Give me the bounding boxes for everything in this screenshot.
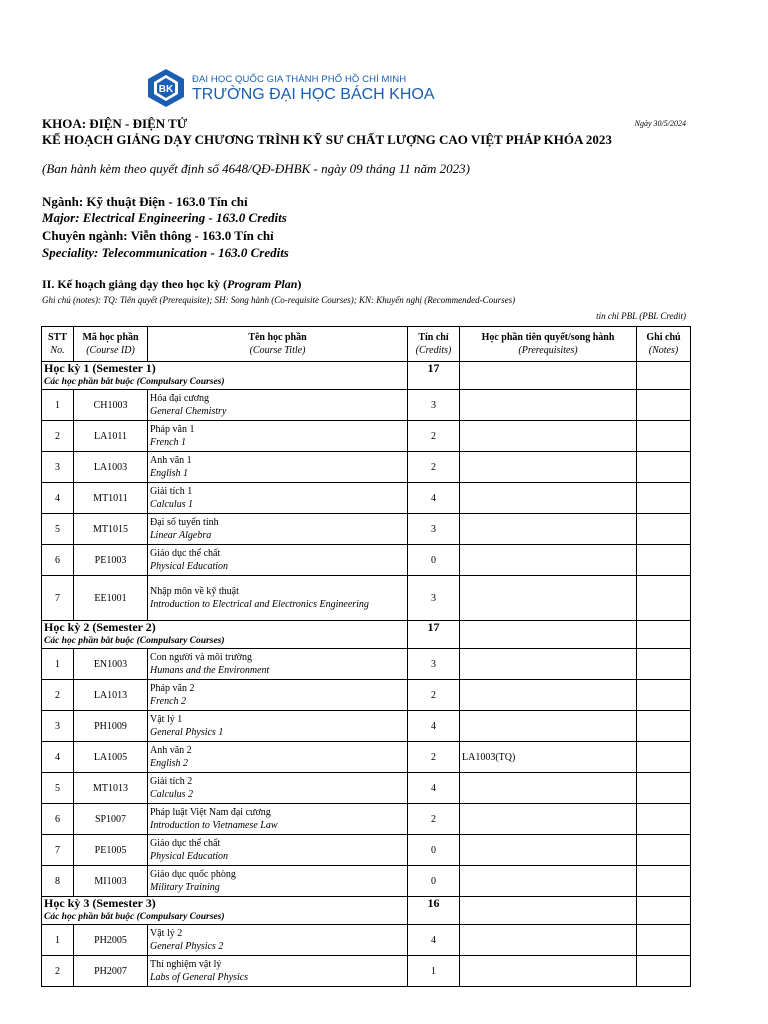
course-code: LA1005 — [74, 742, 148, 773]
course-credits: 3 — [408, 649, 460, 680]
header-credits: Tín chỉ (Credits) — [408, 327, 460, 362]
course-prerequisites: LA1003(TQ) — [460, 742, 637, 773]
course-notes — [637, 711, 691, 742]
document-date: Ngày 30/5/2024 — [634, 119, 686, 128]
course-credits: 2 — [408, 680, 460, 711]
course-title-en: Physical Education — [150, 561, 229, 572]
course-notes — [637, 804, 691, 835]
course-title — [148, 545, 408, 576]
course-title-en: Introduction to Vietnamese Law — [150, 820, 278, 831]
pbl-note: tín chỉ PBL (PBL Credit) — [596, 311, 686, 321]
course-credits: 4 — [408, 711, 460, 742]
course-prerequisites — [460, 576, 637, 621]
course-code: LA1013 — [74, 680, 148, 711]
course-notes — [637, 956, 691, 987]
header-course-id: Mã học phần (Course ID) — [74, 327, 148, 362]
course-number: 2 — [42, 956, 74, 987]
table-header-row — [42, 327, 691, 362]
course-title — [148, 649, 408, 680]
table-row — [42, 742, 691, 773]
course-credits: 2 — [408, 742, 460, 773]
course-credits: 2 — [408, 804, 460, 835]
table-row — [42, 483, 691, 514]
course-notes — [637, 742, 691, 773]
course-title-en: Calculus 1 — [150, 499, 194, 510]
semester-row — [42, 621, 691, 636]
course-title-vi: Pháp văn 2 — [150, 683, 195, 694]
course-prerequisites — [460, 835, 637, 866]
course-number: 4 — [42, 483, 74, 514]
course-prerequisites — [460, 545, 637, 576]
course-code: EE1001 — [74, 576, 148, 621]
semester-label: Học kỳ 1 (Semester 1) — [42, 362, 408, 377]
course-credits: 0 — [408, 835, 460, 866]
course-title-vi: Giáo dục quốc phòng — [150, 869, 236, 880]
course-notes — [637, 514, 691, 545]
course-code: LA1003 — [74, 452, 148, 483]
semester-label: Học kỳ 3 (Semester 3) — [42, 897, 408, 912]
course-title — [148, 514, 408, 545]
course-notes — [637, 452, 691, 483]
course-credits: 3 — [408, 576, 460, 621]
course-title-en: Labs of General Physics — [150, 972, 249, 983]
table-row — [42, 514, 691, 545]
course-code: EN1003 — [74, 649, 148, 680]
course-title-en: Military Training — [150, 882, 220, 893]
header-stt: STT No. — [42, 327, 74, 362]
category-label: Các học phần bắt buộc (Compulsary Courses) — [42, 911, 408, 925]
header-prerequisites: Học phần tiên quyết/song hành (Prerequisites) — [460, 327, 637, 362]
course-title-en: French 2 — [150, 696, 187, 707]
course-title-en: General Physics 2 — [150, 941, 224, 952]
course-code: MT1015 — [74, 514, 148, 545]
table-row — [42, 545, 691, 576]
course-code: PH2005 — [74, 925, 148, 956]
program-plan-table — [41, 326, 691, 987]
course-title — [148, 742, 408, 773]
course-number: 2 — [42, 421, 74, 452]
semester-prereq-cell — [460, 897, 637, 925]
course-title-vi: Anh văn 1 — [150, 455, 192, 466]
header-notes: Ghi chú (Notes) — [637, 327, 691, 362]
course-code: MT1013 — [74, 773, 148, 804]
course-notes — [637, 680, 691, 711]
course-title — [148, 483, 408, 514]
course-number: 6 — [42, 545, 74, 576]
course-prerequisites — [460, 804, 637, 835]
course-credits: 0 — [408, 866, 460, 897]
semester-credits: 16 — [408, 897, 460, 925]
table-row — [42, 835, 691, 866]
course-prerequisites — [460, 925, 637, 956]
course-title-en: Physical Education — [150, 851, 229, 862]
logo-badge-text: BK — [158, 84, 174, 95]
major-vi: Ngành: Kỹ thuật Điện - 163.0 Tín chỉ — [42, 194, 248, 209]
course-prerequisites — [460, 649, 637, 680]
course-title-en: Introduction to Electrical and Electronics Engineering — [150, 599, 369, 610]
semester-notes-cell — [637, 897, 691, 925]
course-credits: 4 — [408, 773, 460, 804]
course-title-vi: Con người và môi trường — [150, 652, 252, 663]
course-title-en: French 1 — [150, 437, 187, 448]
table-row — [42, 711, 691, 742]
course-number: 5 — [42, 773, 74, 804]
course-prerequisites — [460, 421, 637, 452]
course-title-en: English 1 — [150, 468, 189, 479]
speciality-vi: Chuyên ngành: Viễn thông - 163.0 Tín chỉ — [42, 228, 274, 243]
course-number: 8 — [42, 866, 74, 897]
course-title-vi: Giáo dục thể chất — [150, 838, 221, 849]
table-row — [42, 773, 691, 804]
course-number: 3 — [42, 452, 74, 483]
course-number: 1 — [42, 925, 74, 956]
table-row — [42, 866, 691, 897]
course-notes — [637, 390, 691, 421]
course-title-vi: Pháp luật Việt Nam đại cương — [150, 807, 271, 818]
course-code: PH1009 — [74, 711, 148, 742]
semester-prereq-cell — [460, 621, 637, 649]
course-credits: 4 — [408, 925, 460, 956]
course-prerequisites — [460, 956, 637, 987]
major-en: Major: Electrical Engineering - 163.0 Credits — [42, 210, 287, 225]
course-notes — [637, 545, 691, 576]
course-code: LA1011 — [74, 421, 148, 452]
course-title — [148, 773, 408, 804]
course-title-en: Humans and the Environment — [150, 665, 270, 676]
course-credits: 1 — [408, 956, 460, 987]
semester-row — [42, 897, 691, 912]
course-title — [148, 390, 408, 421]
course-number: 6 — [42, 804, 74, 835]
course-code: CH1003 — [74, 390, 148, 421]
course-title — [148, 866, 408, 897]
course-notes — [637, 866, 691, 897]
semester-label: Học kỳ 2 (Semester 2) — [42, 621, 408, 636]
table-row — [42, 421, 691, 452]
course-credits: 2 — [408, 452, 460, 483]
semester-credits: 17 — [408, 621, 460, 649]
bk-logo-icon — [146, 68, 186, 108]
course-title — [148, 925, 408, 956]
course-title-vi: Vật lý 2 — [150, 928, 183, 939]
course-title — [148, 680, 408, 711]
university-line: ĐẠI HỌC QUỐC GIA THÀNH PHỐ HỒ CHÍ MINH — [192, 74, 407, 85]
course-prerequisites — [460, 680, 637, 711]
course-title-vi: Giáo dục thể chất — [150, 548, 221, 559]
course-prerequisites — [460, 452, 637, 483]
course-notes — [637, 649, 691, 680]
school-name: TRƯỜNG ĐẠI HỌC BÁCH KHOA — [192, 86, 435, 103]
category-label: Các học phần bắt buộc (Compulsary Courses) — [42, 635, 408, 649]
course-credits: 0 — [408, 545, 460, 576]
course-number: 3 — [42, 711, 74, 742]
course-prerequisites — [460, 483, 637, 514]
course-title-vi: Đại số tuyến tính — [150, 517, 219, 528]
course-title-vi: Giải tích 1 — [150, 486, 193, 497]
course-number: 2 — [42, 680, 74, 711]
category-label: Các học phần bắt buộc (Compulsary Courses) — [42, 376, 408, 390]
table-row — [42, 576, 691, 621]
semester-notes-cell — [637, 362, 691, 390]
course-title-en: General Physics 1 — [150, 727, 224, 738]
course-prerequisites — [460, 514, 637, 545]
course-title-vi: Thí nghiệm vật lý — [150, 959, 222, 970]
course-credits: 4 — [408, 483, 460, 514]
course-credits: 3 — [408, 514, 460, 545]
course-title — [148, 421, 408, 452]
course-number: 7 — [42, 576, 74, 621]
course-prerequisites — [460, 711, 637, 742]
semester-credits: 17 — [408, 362, 460, 390]
abbreviation-notes: Ghi chú (notes): TQ: Tiên quyết (Prerequisite); SH: Song hành (Co-requisite Courses); KN: Khuyến nghị (Recommended-Courses) — [42, 295, 516, 305]
course-title-vi: Vật lý 1 — [150, 714, 183, 725]
course-title-en: English 2 — [150, 758, 189, 769]
semester-prereq-cell — [460, 362, 637, 390]
course-title-en: Calculus 2 — [150, 789, 194, 800]
course-title-vi: Nhập môn về kỹ thuật — [150, 586, 239, 597]
semester-notes-cell — [637, 621, 691, 649]
table-row — [42, 680, 691, 711]
table-row — [42, 649, 691, 680]
course-notes — [637, 835, 691, 866]
course-credits: 3 — [408, 390, 460, 421]
course-notes — [637, 576, 691, 621]
course-notes — [637, 483, 691, 514]
course-title-en: Linear Algebra — [150, 530, 212, 541]
semester-row — [42, 362, 691, 377]
course-code: MI1003 — [74, 866, 148, 897]
course-title-vi: Pháp văn 1 — [150, 424, 195, 435]
course-title — [148, 804, 408, 835]
course-title — [148, 835, 408, 866]
course-title — [148, 956, 408, 987]
section-title: II. Kế hoạch giảng dạy theo học kỳ (Program Plan) — [42, 277, 302, 291]
course-notes — [637, 925, 691, 956]
course-code: SP1007 — [74, 804, 148, 835]
course-title — [148, 452, 408, 483]
course-notes — [637, 421, 691, 452]
course-title — [148, 711, 408, 742]
course-prerequisites — [460, 866, 637, 897]
department-title: KHOA: ĐIỆN - ĐIỆN TỬ — [42, 116, 188, 131]
table-row — [42, 390, 691, 421]
course-title-vi: Hóa đại cương — [150, 393, 210, 404]
course-title-en: General Chemistry — [150, 406, 227, 417]
decree-line: (Ban hành kèm theo quyết định số 4648/QĐ-ĐHBK - ngày 09 tháng 11 năm 2023) — [42, 161, 470, 176]
course-notes — [637, 773, 691, 804]
course-number: 5 — [42, 514, 74, 545]
course-number: 1 — [42, 649, 74, 680]
table-row — [42, 804, 691, 835]
table-row — [42, 925, 691, 956]
course-code: PE1003 — [74, 545, 148, 576]
course-number: 7 — [42, 835, 74, 866]
course-prerequisites — [460, 390, 637, 421]
table-row — [42, 452, 691, 483]
course-title-vi: Anh văn 2 — [150, 745, 192, 756]
plan-title: KẾ HOẠCH GIẢNG DẠY CHƯƠNG TRÌNH KỸ SƯ CHẤT LƯỢNG CAO VIỆT PHÁP KHÓA 2023 — [42, 132, 612, 147]
table-row — [42, 956, 691, 987]
speciality-en: Speciality: Telecommunication - 163.0 Credits — [42, 245, 289, 260]
course-code: PH2007 — [74, 956, 148, 987]
course-code: MT1011 — [74, 483, 148, 514]
header-course-title: Tên học phần (Course Title) — [148, 327, 408, 362]
course-number: 1 — [42, 390, 74, 421]
course-number: 4 — [42, 742, 74, 773]
course-code: PE1005 — [74, 835, 148, 866]
course-title-vi: Giải tích 2 — [150, 776, 193, 787]
course-prerequisites — [460, 773, 637, 804]
course-title — [148, 576, 408, 621]
course-credits: 2 — [408, 421, 460, 452]
